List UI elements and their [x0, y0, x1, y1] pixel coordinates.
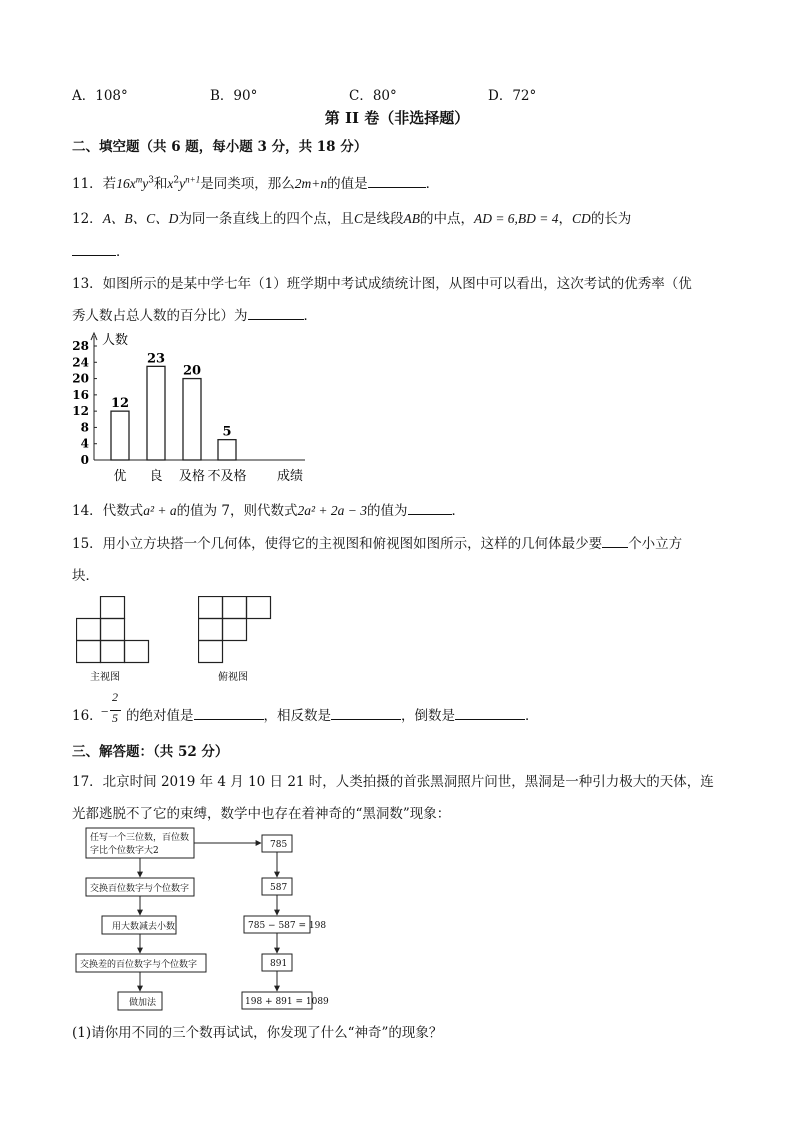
x-category-label: 良 [149, 469, 163, 484]
answer-header: 三、解答题：（共 52 分） [72, 744, 229, 760]
question-12-blank-line: ． [72, 240, 130, 260]
x-category-label: 不及格 [207, 469, 247, 484]
y-tick-label: 20 [72, 371, 89, 386]
question-15-line2: 块． [72, 568, 99, 584]
choice-b: B．90° [210, 88, 258, 104]
flow-step-1b: 字比个位数字大2 [90, 846, 159, 856]
answer-blank[interactable] [331, 705, 401, 720]
answer-blank[interactable] [72, 241, 116, 256]
bar-value-label: 5 [222, 424, 232, 440]
front-view-figure [76, 596, 156, 686]
answer-blank[interactable] [194, 705, 264, 720]
x-category-label: 及格 [178, 469, 206, 484]
bar-value-label: 20 [182, 363, 202, 379]
y-tick-label: 4 [80, 436, 89, 451]
choice-a: A．108° [72, 88, 128, 104]
fraction-denominator: 5 [112, 711, 118, 725]
answer-blank[interactable] [368, 173, 426, 188]
answer-blank[interactable] [602, 533, 628, 548]
question-12: 12．A、B、C、D为同一条直线上的四个点，且C是线段AB的中点，AD = 6,BD = 4，CD的长为 [72, 211, 632, 227]
y-axis-title: 人数 [102, 333, 129, 348]
bar [218, 440, 236, 460]
choice-d: D．72° [488, 88, 537, 104]
y-tick-label: 24 [72, 355, 89, 370]
question-15-line1: 15．用小立方块搭一个几何体，使得它的主视图和俯视图如图所示，这样的几何体最少要 个小立方 [72, 532, 682, 552]
flow-step-2: 交换百位数字与个位数字 [90, 884, 190, 894]
question-17-sub1: (1)请你用不同的三个数再试试，你发现了什么“神奇”的现象？ [72, 1025, 443, 1041]
flow-value-4: 891 [270, 959, 288, 969]
flow-value-1: 785 [270, 840, 288, 850]
question-17-line2: 光都逃脱不了它的束缚，数学中也存在着神奇的“黑洞数”现象： [72, 806, 451, 822]
question-17-line1: 17．北京时间 2019 年 4 月 10 日 21 时，人类拍摄的首张黑洞照片问世，黑洞是一种引力极大的天体，连 [72, 774, 714, 790]
bar-value-label: 12 [110, 396, 130, 412]
answer-blank[interactable] [455, 705, 525, 720]
flow-step-3: 用大数减去小数 [112, 922, 176, 932]
answer-blank[interactable] [408, 500, 452, 515]
question-11: 11．若$16x^my^3$和$x^2y^{n+1}$是同类项，那么2m+n的值是 ． [72, 174, 440, 192]
front-view-label: 主视图 [90, 672, 120, 683]
y-tick-label: 12 [72, 404, 89, 419]
section-title: 第 II 卷（非选择题） [324, 109, 470, 127]
bar [147, 366, 165, 460]
question-13-line2: 秀人数占总人数的百分比）为 ． [72, 304, 317, 324]
flow-step-4: 交换差的百位数字与个位数字 [80, 960, 198, 970]
answer-blank[interactable] [248, 305, 304, 320]
fill-header: 二、填空题（共 6 题，每小题 3 分，共 18 分） [72, 139, 368, 155]
x-category-label: 优 [113, 469, 127, 484]
top-view-figure [198, 596, 278, 686]
flow-step-1a: 任写一个三位数，百位数 [90, 833, 190, 843]
flow-value-2: 587 [270, 883, 288, 893]
x-axis-title: 成绩 [276, 469, 304, 484]
top-view-label: 俯视图 [218, 672, 248, 683]
flow-value-3: 785 − 587 = 198 [248, 921, 327, 931]
score-bar-chart [70, 330, 320, 490]
bar [111, 411, 129, 460]
black-hole-flowchart [72, 826, 332, 1012]
y-tick-label: 16 [72, 387, 89, 402]
y-tick-label: 28 [72, 339, 89, 353]
question-13-line1: 13．如图所示的是某中学七年（1）班学期中考试成绩统计图，从图中可以看出，这次考试的优秀率（优 [72, 276, 692, 292]
y-tick-label: 0 [80, 453, 89, 467]
question-14: 14．代数式a² + a的值为 7，则代数式2a² + 2a − 3的值为 ． [72, 499, 465, 519]
bar [183, 379, 201, 460]
choice-c: C．80° [349, 88, 397, 104]
flow-step-5: 做加法 [129, 998, 157, 1008]
flow-value-5: 198 + 891 = 1089 [245, 997, 329, 1007]
bar-value-label: 23 [146, 351, 166, 367]
y-tick-label: 8 [80, 420, 89, 435]
fraction-numerator: 2 [112, 690, 118, 704]
